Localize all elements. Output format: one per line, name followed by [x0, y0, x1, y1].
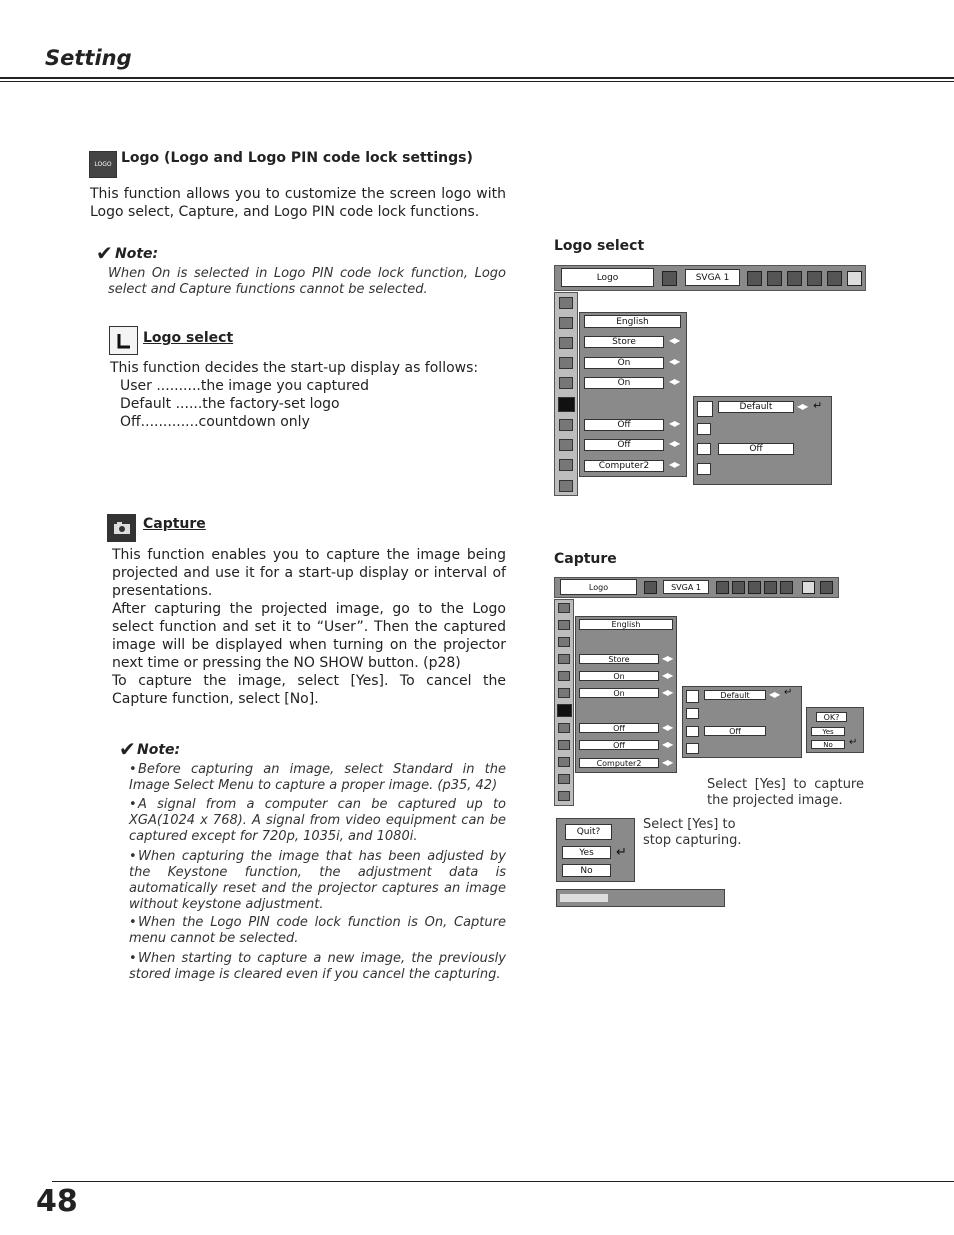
menu-icon	[558, 757, 570, 767]
figure-caption-logo-select: Logo select	[554, 238, 645, 254]
note-bullet: •Before capturing an image, select Standard in the Image Select Menu to capture a proper image. (p35, 42)	[129, 762, 506, 793]
menu-icon	[559, 419, 573, 431]
menu-icon	[558, 671, 570, 681]
note-bullet: •When capturing the image that has been adjusted by the Keystone function, the adjustment data is automatically reset and the projector captures an image without keystone adjustment.	[129, 849, 506, 912]
menu-value: Off	[579, 740, 659, 750]
camera-icon	[107, 514, 136, 542]
menu-title-field: Logo	[561, 268, 654, 287]
pin-lock-value: Off	[704, 726, 766, 736]
logo-menu-icon-selected	[558, 397, 575, 412]
enter-arrow-icon: ↵	[813, 399, 823, 412]
menu-value: Store	[584, 336, 664, 348]
quit-yes-option: Yes	[562, 846, 611, 859]
menu-icon	[559, 439, 573, 451]
note-title: Note:	[137, 742, 181, 758]
toolbar-icon	[764, 581, 777, 594]
menu-value: Off	[579, 723, 659, 733]
checkmark-icon: ✔	[96, 241, 113, 265]
arrows-icon: ◀▶	[669, 419, 680, 428]
menu-value: On	[579, 688, 659, 698]
menu-icon	[558, 688, 570, 698]
menu-value: Off	[584, 419, 664, 431]
menu-value: On	[584, 377, 664, 389]
logo-select-icon	[697, 401, 713, 417]
menu-icon	[558, 620, 570, 630]
toolbar-icon	[847, 271, 862, 286]
toolbar-icon	[644, 581, 657, 594]
menu-title-field: Logo	[560, 579, 637, 595]
signal-field: SVGA 1	[685, 269, 740, 286]
enter-arrow-icon: ↵	[849, 737, 858, 748]
toolbar-icon	[747, 271, 762, 286]
signal-field: SVGA 1	[663, 580, 709, 594]
pin-lock-icon	[686, 726, 699, 737]
logo-icon: LOGO	[89, 151, 117, 178]
logo-select-desc: This function decides the start-up display as follows:	[110, 360, 479, 376]
arrows-icon: ◀▶	[669, 377, 680, 386]
note-bullet: •A signal from a computer can be captured up to XGA(1024 x 768). A signal from video equipment can be captured except for 720p, 1035i, and 1080i.	[129, 797, 506, 844]
capture-para-3: To capture the image, select [Yes]. To cancel the Capture function, select [No].	[112, 673, 506, 707]
note-bullet: •When the Logo PIN code lock function is On, Capture menu cannot be selected.	[129, 915, 506, 946]
page-title: Setting	[45, 46, 132, 70]
capture-para-2: After capturing the projected image, go to the Logo select function and set it to “User”. Then the captured image will be displayed when turning on the projector next time or pressing the NO SHOW button. (p28)	[112, 601, 506, 671]
quit-no-option: No	[562, 864, 611, 877]
logo-select-value: Default	[718, 401, 794, 413]
subsection-heading-logo-select: Logo select	[143, 330, 234, 346]
note-title: Note:	[115, 246, 159, 262]
menu-nav-up-icon	[558, 603, 570, 613]
pin-lock-icon	[697, 443, 711, 455]
pin-lock-value: Off	[718, 443, 794, 455]
capture-para-1: This function enables you to capture the image being projected and use it for a start-up display or interval of presentations.	[112, 547, 506, 599]
menu-icon	[559, 337, 573, 349]
camera-icon	[686, 708, 699, 719]
menu-icon	[559, 317, 573, 329]
menu-value: Store	[579, 654, 659, 664]
logo-menu-icon-selected	[557, 704, 572, 717]
yes-option: Yes	[811, 727, 845, 736]
logo-intro-text: This function allows you to customize the screen logo with Logo select, Capture, and Logo PIN code lock functions.	[90, 186, 506, 220]
arrows-icon: ◀▶	[662, 654, 673, 663]
toolbar-icon	[807, 271, 822, 286]
toolbar-icon	[780, 581, 793, 594]
logo-option-off: Off.............countdown only	[120, 414, 310, 430]
menu-nav-down-icon	[558, 774, 570, 784]
menu-value: On	[579, 671, 659, 681]
capture-progress-fill	[560, 894, 608, 902]
logo-select-icon	[109, 326, 138, 355]
logo-option-user: User ..........the image you captured	[120, 378, 369, 394]
arrows-icon: ◀▶	[662, 758, 673, 767]
arrows-icon: ◀▶	[662, 688, 673, 697]
toolbar-icon	[827, 271, 842, 286]
menu-value: Computer2	[579, 758, 659, 768]
camera-icon	[697, 423, 711, 435]
toolbar-icon	[748, 581, 761, 594]
menu-value: On	[584, 357, 664, 369]
menu-value-language: English	[579, 619, 673, 630]
toolbar-icon	[767, 271, 782, 286]
subsection-heading-capture: Capture	[143, 516, 206, 532]
arrows-icon: ◀▶	[669, 336, 680, 345]
note-text: When On is selected in Logo PIN code lock function, Logo select and Capture functions cannot be selected.	[108, 266, 506, 297]
note-bullet: •When starting to capture a new image, the previously stored image is cleared even if you cancel the capturing.	[129, 951, 506, 982]
arrows-icon: ◀▶	[669, 460, 680, 469]
menu-icon	[558, 791, 570, 801]
menu-icon	[559, 459, 573, 471]
toolbar-icon	[820, 581, 833, 594]
section-heading-logo: Logo (Logo and Logo PIN code lock settings)	[121, 150, 473, 166]
arrows-icon: ◀▶	[769, 690, 780, 699]
enter-arrow-icon: ↵	[784, 687, 793, 698]
arrows-icon: ◀▶	[662, 723, 673, 732]
logo-select-value: Default	[704, 690, 766, 700]
menu-icon	[559, 357, 573, 369]
enter-arrow-icon: ↵	[616, 845, 627, 860]
arrows-icon: ◀▶	[662, 740, 673, 749]
arrows-icon: ◀▶	[797, 402, 808, 411]
menu-value-language: English	[584, 315, 681, 328]
stop-capture-caption: Select [Yes] to stop capturing.	[643, 817, 742, 848]
toolbar-icon	[662, 271, 677, 286]
menu-nav-up-icon	[559, 297, 573, 309]
footer-divider	[52, 1181, 954, 1182]
capture-progress-bar	[556, 889, 725, 907]
menu-value: Off	[584, 439, 664, 451]
menu-value: Computer2	[584, 460, 664, 472]
arrows-icon: ◀▶	[669, 357, 680, 366]
menu-icon	[558, 637, 570, 647]
arrows-icon: ◀▶	[662, 671, 673, 680]
arrows-icon: ◀▶	[669, 439, 680, 448]
toolbar-icon	[716, 581, 729, 594]
menu-icon	[559, 377, 573, 389]
menu-icon	[558, 740, 570, 750]
header-divider-thin	[0, 81, 954, 82]
figure-caption-capture: Capture	[554, 551, 617, 567]
quit-prompt: Quit?	[565, 824, 612, 840]
header-divider	[0, 77, 954, 79]
exit-icon	[697, 463, 711, 475]
logo-select-menu-figure	[554, 265, 866, 497]
ok-prompt: OK?	[816, 712, 847, 722]
logo-select-icon	[686, 690, 699, 703]
exit-icon	[686, 743, 699, 754]
logo-option-default: Default ......the factory-set logo	[120, 396, 340, 412]
menu-icon	[558, 654, 570, 664]
menu-icon	[558, 723, 570, 733]
menu-nav-down-icon	[559, 480, 573, 492]
checkmark-icon: ✔	[119, 737, 136, 761]
toolbar-icon	[787, 271, 802, 286]
capture-menu-figure	[554, 577, 866, 807]
toolbar-icon	[802, 581, 815, 594]
select-yes-caption: Select [Yes] to capture the projected image.	[707, 777, 864, 808]
page-number: 48	[36, 1184, 78, 1219]
no-option: No	[811, 740, 845, 749]
toolbar-icon	[732, 581, 745, 594]
